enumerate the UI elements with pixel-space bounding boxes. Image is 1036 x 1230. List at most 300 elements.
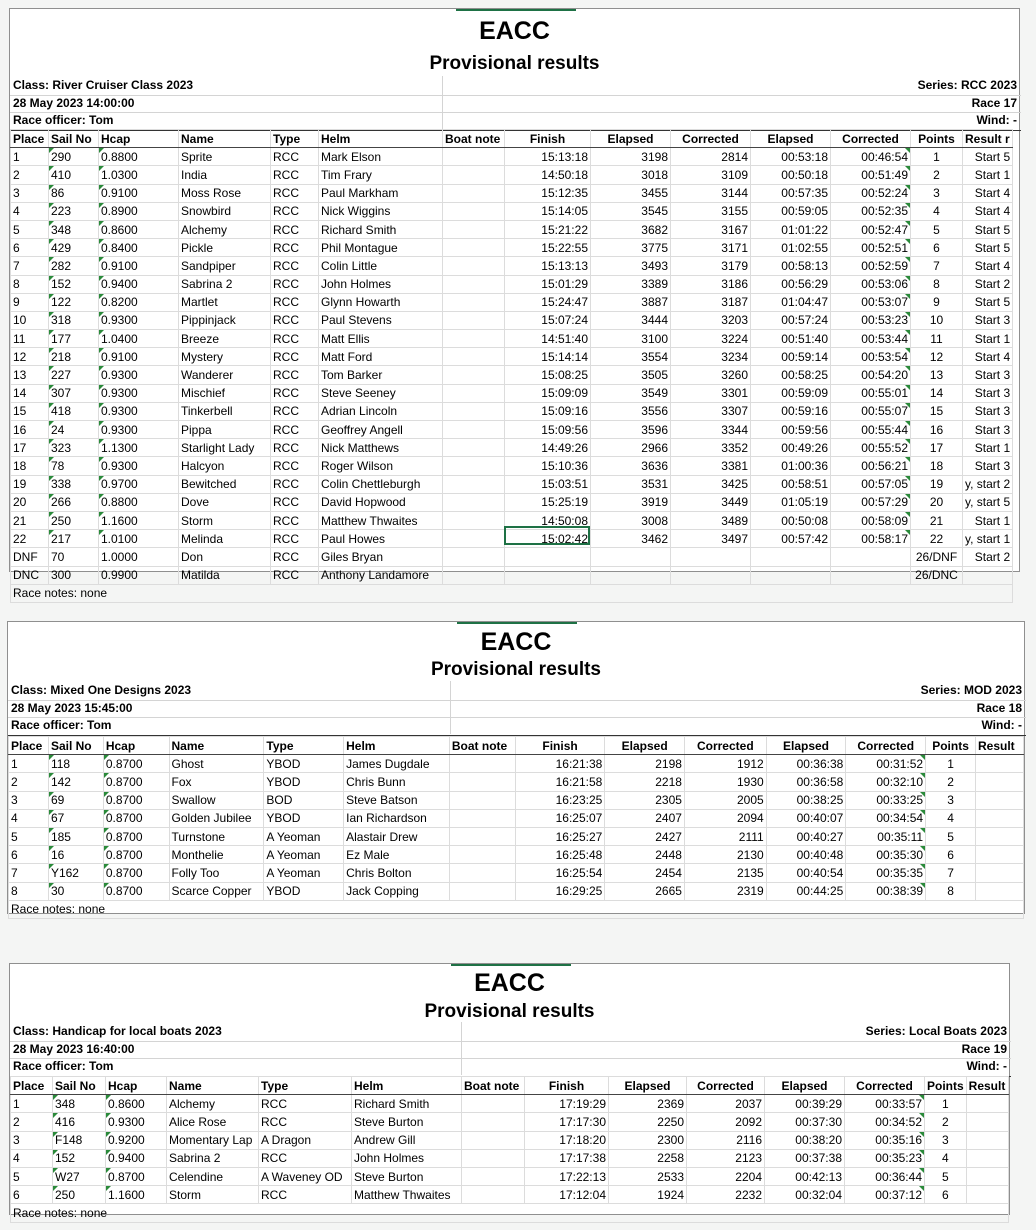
table-cell[interactable] — [443, 511, 505, 529]
table-cell[interactable]: 15:09:09 — [505, 384, 591, 402]
table-cell[interactable]: 00:39:29 — [765, 1095, 845, 1113]
column-header[interactable]: Points — [925, 1077, 967, 1095]
table-cell[interactable]: 16:25:54 — [515, 864, 605, 882]
table-cell[interactable]: Andrew Gill — [352, 1131, 462, 1149]
table-cell[interactable]: Start 5 — [963, 148, 1013, 166]
column-header[interactable]: Hcap — [99, 130, 179, 148]
table-cell[interactable]: Bewitched — [179, 475, 271, 493]
table-cell[interactable]: 17:12:04 — [525, 1186, 609, 1204]
table-cell[interactable] — [975, 827, 1023, 845]
table-cell[interactable]: Ghost — [169, 755, 264, 773]
table-cell[interactable]: 217 — [49, 530, 99, 548]
table-cell[interactable]: 00:52:51 — [831, 239, 911, 257]
table-cell[interactable]: 3455 — [591, 184, 671, 202]
table-cell[interactable]: 16:25:27 — [515, 827, 605, 845]
table-cell[interactable] — [443, 457, 505, 475]
table-cell[interactable] — [966, 1095, 1008, 1113]
table-cell[interactable]: 0.9300 — [99, 366, 179, 384]
table-cell[interactable]: RCC — [271, 275, 319, 293]
table-cell[interactable]: RCC — [259, 1095, 352, 1113]
table-cell[interactable]: 19 — [11, 475, 49, 493]
column-header[interactable]: Result r — [963, 130, 1013, 148]
table-cell[interactable]: Matthew Thwaites — [319, 511, 443, 529]
table-cell[interactable]: 7 — [911, 257, 963, 275]
table-cell[interactable]: 0.9300 — [99, 311, 179, 329]
table-cell[interactable]: 9 — [11, 293, 49, 311]
table-cell[interactable]: 2 — [9, 773, 49, 791]
table-cell[interactable]: 122 — [49, 293, 99, 311]
table-cell[interactable] — [443, 148, 505, 166]
table-cell[interactable]: Colin Chettleburgh — [319, 475, 443, 493]
table-cell[interactable]: 21 — [11, 511, 49, 529]
table-cell[interactable] — [449, 773, 515, 791]
table-cell[interactable] — [975, 791, 1023, 809]
table-cell[interactable]: 00:50:08 — [751, 511, 831, 529]
table-cell[interactable]: RCC — [259, 1113, 352, 1131]
table-cell[interactable]: 0.8700 — [103, 809, 169, 827]
table-cell[interactable]: 01:01:22 — [751, 220, 831, 238]
table-cell[interactable]: 01:04:47 — [751, 293, 831, 311]
table-cell[interactable]: Golden Jubilee — [169, 809, 264, 827]
table-cell[interactable]: 2135 — [684, 864, 766, 882]
table-cell[interactable]: 10 — [11, 311, 49, 329]
table-cell[interactable]: 2111 — [684, 827, 766, 845]
table-cell[interactable]: Matt Ford — [319, 348, 443, 366]
table-cell[interactable]: Start 3 — [963, 366, 1013, 384]
table-cell[interactable]: 20 — [911, 493, 963, 511]
table-cell[interactable]: 2232 — [687, 1186, 765, 1204]
table-cell[interactable] — [443, 384, 505, 402]
table-cell[interactable]: Sabrina 2 — [179, 275, 271, 293]
table-cell[interactable]: 0.8800 — [99, 148, 179, 166]
table-cell[interactable]: Ez Male — [344, 846, 450, 864]
table-cell[interactable]: 00:51:49 — [831, 166, 911, 184]
table-cell[interactable]: 00:38:39 — [846, 882, 926, 900]
table-cell[interactable]: 3344 — [671, 421, 751, 439]
table-cell[interactable] — [966, 1131, 1008, 1149]
table-cell[interactable]: y, start 2 — [963, 475, 1013, 493]
table-cell[interactable]: Start 4 — [963, 348, 1013, 366]
table-cell[interactable]: 3462 — [591, 530, 671, 548]
table-cell[interactable]: 3554 — [591, 348, 671, 366]
table-cell[interactable]: 0.8700 — [106, 1167, 167, 1185]
table-cell[interactable]: 2 — [925, 1113, 967, 1131]
table-cell[interactable]: 1 — [926, 755, 976, 773]
table-cell[interactable]: Sprite — [179, 148, 271, 166]
table-cell[interactable]: 17 — [11, 439, 49, 457]
table-cell[interactable]: 3389 — [591, 275, 671, 293]
table-cell[interactable]: Richard Smith — [352, 1095, 462, 1113]
table-cell[interactable] — [443, 293, 505, 311]
table-cell[interactable]: DNF — [11, 548, 49, 566]
table-cell[interactable]: 3008 — [591, 511, 671, 529]
table-cell[interactable]: 0.8700 — [103, 864, 169, 882]
table-cell[interactable]: 16 — [11, 421, 49, 439]
table-cell[interactable]: 13 — [911, 366, 963, 384]
table-cell[interactable]: 0.8600 — [106, 1095, 167, 1113]
table-cell[interactable]: y, start 1 — [963, 530, 1013, 548]
column-header[interactable]: Corrected — [846, 737, 926, 755]
table-cell[interactable]: 152 — [53, 1149, 106, 1167]
table-cell[interactable]: 6 — [925, 1186, 967, 1204]
table-cell[interactable]: 2092 — [687, 1113, 765, 1131]
table-cell[interactable]: 00:55:52 — [831, 439, 911, 457]
table-cell[interactable]: 3493 — [591, 257, 671, 275]
table-cell[interactable] — [443, 402, 505, 420]
table-cell[interactable]: 26/DNF — [911, 548, 963, 566]
table-cell[interactable]: 00:53:07 — [831, 293, 911, 311]
table-cell[interactable]: 3187 — [671, 293, 751, 311]
table-cell[interactable]: 00:37:38 — [765, 1149, 845, 1167]
table-cell[interactable]: 00:59:14 — [751, 348, 831, 366]
column-header[interactable]: Finish — [505, 130, 591, 148]
table-cell[interactable]: RCC — [271, 475, 319, 493]
table-cell[interactable]: 3 — [9, 791, 49, 809]
table-cell[interactable]: 15:22:55 — [505, 239, 591, 257]
table-cell[interactable]: 00:35:30 — [846, 846, 926, 864]
table-cell[interactable]: 3186 — [671, 275, 751, 293]
table-cell[interactable]: 3 — [925, 1131, 967, 1149]
table-cell[interactable]: 26/DNC — [911, 566, 963, 584]
column-header[interactable]: Result — [975, 737, 1023, 755]
table-cell[interactable] — [443, 530, 505, 548]
column-header[interactable]: Name — [167, 1077, 259, 1095]
table-cell[interactable]: RCC — [271, 421, 319, 439]
column-header[interactable]: Type — [271, 130, 319, 148]
table-cell[interactable]: A Yeoman — [264, 827, 344, 845]
column-header[interactable]: Corrected — [684, 737, 766, 755]
table-cell[interactable]: 410 — [49, 166, 99, 184]
table-cell[interactable]: 0.8800 — [99, 493, 179, 511]
table-cell[interactable]: Sandpiper — [179, 257, 271, 275]
table-cell[interactable] — [591, 548, 671, 566]
table-cell[interactable]: Chris Bolton — [344, 864, 450, 882]
table-cell[interactable]: Storm — [179, 511, 271, 529]
table-cell[interactable]: 0.8700 — [103, 882, 169, 900]
table-cell[interactable] — [443, 311, 505, 329]
table-cell[interactable]: Roger Wilson — [319, 457, 443, 475]
table-cell[interactable]: Paul Stevens — [319, 311, 443, 329]
table-cell[interactable]: 00:42:13 — [765, 1167, 845, 1185]
table-cell[interactable]: 15:03:51 — [505, 475, 591, 493]
table-cell[interactable] — [831, 548, 911, 566]
table-cell[interactable]: Monthelie — [169, 846, 264, 864]
table-cell[interactable]: 0.9300 — [106, 1113, 167, 1131]
table-cell[interactable]: 30 — [48, 882, 103, 900]
table-cell[interactable]: Swallow — [169, 791, 264, 809]
table-cell[interactable]: 307 — [49, 384, 99, 402]
table-cell[interactable] — [671, 548, 751, 566]
table-cell[interactable]: 3171 — [671, 239, 751, 257]
table-cell[interactable]: 152 — [49, 275, 99, 293]
table-cell[interactable]: 0.9300 — [99, 384, 179, 402]
table-cell[interactable]: 3100 — [591, 330, 671, 348]
column-header[interactable]: Name — [179, 130, 271, 148]
table-cell[interactable]: 227 — [49, 366, 99, 384]
table-cell[interactable]: 3449 — [671, 493, 751, 511]
table-cell[interactable]: 18 — [11, 457, 49, 475]
table-cell[interactable]: 2204 — [687, 1167, 765, 1185]
table-cell[interactable]: 00:46:54 — [831, 148, 911, 166]
table-cell[interactable]: 00:35:11 — [846, 827, 926, 845]
table-cell[interactable]: 5 — [11, 1167, 53, 1185]
table-cell[interactable]: 10 — [911, 311, 963, 329]
table-cell[interactable] — [449, 791, 515, 809]
table-cell[interactable] — [505, 548, 591, 566]
table-cell[interactable]: 0.8700 — [103, 773, 169, 791]
table-cell[interactable]: Pippinjack — [179, 311, 271, 329]
table-cell[interactable]: BOD — [264, 791, 344, 809]
table-cell[interactable]: YBOD — [264, 773, 344, 791]
table-cell[interactable] — [449, 864, 515, 882]
table-cell[interactable]: 1.1300 — [99, 439, 179, 457]
table-cell[interactable]: 70 — [49, 548, 99, 566]
table-cell[interactable]: Start 5 — [963, 220, 1013, 238]
table-cell[interactable]: RCC — [271, 148, 319, 166]
table-cell[interactable]: 00:58:13 — [751, 257, 831, 275]
column-header[interactable]: Type — [259, 1077, 352, 1095]
table-cell[interactable]: 4 — [9, 809, 49, 827]
table-cell[interactable]: 3556 — [591, 402, 671, 420]
table-cell[interactable]: 15:25:19 — [505, 493, 591, 511]
table-cell[interactable]: Steve Seeney — [319, 384, 443, 402]
table-cell[interactable]: 6 — [911, 239, 963, 257]
table-cell[interactable] — [975, 809, 1023, 827]
table-cell[interactable]: Geoffrey Angell — [319, 421, 443, 439]
column-header[interactable]: Elapsed — [751, 130, 831, 148]
table-cell[interactable]: 223 — [49, 202, 99, 220]
table-cell[interactable]: Mark Elson — [319, 148, 443, 166]
table-cell[interactable] — [443, 239, 505, 257]
table-cell[interactable]: 00:40:54 — [766, 864, 846, 882]
race-notes[interactable]: Race notes: none — [11, 1204, 1009, 1222]
table-cell[interactable]: 21 — [911, 511, 963, 529]
table-cell[interactable]: Nick Wiggins — [319, 202, 443, 220]
table-cell[interactable]: 3919 — [591, 493, 671, 511]
table-cell[interactable]: 6 — [9, 846, 49, 864]
table-cell[interactable]: David Hopwood — [319, 493, 443, 511]
table-cell[interactable]: RCC — [271, 239, 319, 257]
table-cell[interactable]: 00:34:54 — [846, 809, 926, 827]
table-cell[interactable]: 7 — [9, 864, 49, 882]
table-cell[interactable]: 17:19:29 — [525, 1095, 609, 1113]
table-cell[interactable]: RCC — [271, 166, 319, 184]
table-cell[interactable] — [443, 493, 505, 511]
table-cell[interactable]: 00:55:01 — [831, 384, 911, 402]
table-cell[interactable]: 5 — [925, 1167, 967, 1185]
table-cell[interactable]: 00:53:06 — [831, 275, 911, 293]
table-cell[interactable]: 3381 — [671, 457, 751, 475]
table-cell[interactable]: 2319 — [684, 882, 766, 900]
table-cell[interactable]: 67 — [48, 809, 103, 827]
table-cell[interactable]: 1 — [925, 1095, 967, 1113]
table-cell[interactable]: 15 — [11, 402, 49, 420]
table-cell[interactable]: 177 — [49, 330, 99, 348]
table-cell[interactable]: 0.8700 — [103, 846, 169, 864]
table-cell[interactable]: 00:40:07 — [766, 809, 846, 827]
table-cell[interactable]: 8 — [9, 882, 49, 900]
table-cell[interactable] — [966, 1167, 1008, 1185]
table-cell[interactable]: 22 — [911, 530, 963, 548]
table-cell[interactable]: 00:58:25 — [751, 366, 831, 384]
table-cell[interactable]: 2123 — [687, 1149, 765, 1167]
table-cell[interactable]: 266 — [49, 493, 99, 511]
table-cell[interactable]: 3636 — [591, 457, 671, 475]
table-cell[interactable]: 1 — [11, 148, 49, 166]
column-header[interactable]: Corrected — [845, 1077, 925, 1095]
table-cell[interactable]: Start 1 — [963, 330, 1013, 348]
table-cell[interactable]: Start 5 — [963, 293, 1013, 311]
table-cell[interactable]: 4 — [925, 1149, 967, 1167]
table-cell[interactable]: Start 2 — [963, 548, 1013, 566]
column-header[interactable]: Boat note — [449, 737, 515, 755]
table-cell[interactable] — [505, 566, 591, 584]
column-header[interactable]: Name — [169, 737, 264, 755]
table-cell[interactable]: 00:34:52 — [845, 1113, 925, 1131]
table-cell[interactable]: 12 — [911, 348, 963, 366]
table-cell[interactable]: 00:55:07 — [831, 402, 911, 420]
table-cell[interactable]: 290 — [49, 148, 99, 166]
table-cell[interactable]: 00:53:54 — [831, 348, 911, 366]
table-cell[interactable] — [671, 566, 751, 584]
table-cell[interactable]: RCC — [271, 566, 319, 584]
table-cell[interactable]: 418 — [49, 402, 99, 420]
table-cell[interactable]: 16 — [911, 421, 963, 439]
table-cell[interactable] — [449, 755, 515, 773]
column-header[interactable]: Type — [264, 737, 344, 755]
table-cell[interactable]: 3545 — [591, 202, 671, 220]
table-cell[interactable]: 16:25:48 — [515, 846, 605, 864]
table-cell[interactable]: 4 — [11, 1149, 53, 1167]
table-cell[interactable]: Matt Ellis — [319, 330, 443, 348]
table-cell[interactable]: Start 3 — [963, 457, 1013, 475]
table-cell[interactable]: 0.9300 — [99, 402, 179, 420]
table-cell[interactable]: Alchemy — [179, 220, 271, 238]
table-cell[interactable]: 16:29:25 — [515, 882, 605, 900]
table-cell[interactable]: 5 — [911, 220, 963, 238]
table-cell[interactable]: 7 — [926, 864, 976, 882]
table-cell[interactable]: Alice Rose — [167, 1113, 259, 1131]
table-cell[interactable]: Halcyon — [179, 457, 271, 475]
table-cell[interactable]: 2966 — [591, 439, 671, 457]
column-header[interactable]: Sail No — [49, 130, 99, 148]
table-cell[interactable]: 0.8400 — [99, 239, 179, 257]
race-notes[interactable]: Race notes: none — [9, 900, 1024, 918]
table-cell[interactable]: 3203 — [671, 311, 751, 329]
table-cell[interactable]: DNC — [11, 566, 49, 584]
column-header[interactable]: Points — [926, 737, 976, 755]
table-cell[interactable]: 15:01:29 — [505, 275, 591, 293]
table-cell[interactable]: 00:58:51 — [751, 475, 831, 493]
table-cell[interactable] — [449, 827, 515, 845]
table-cell[interactable]: 0.9400 — [106, 1149, 167, 1167]
table-cell[interactable]: Fox — [169, 773, 264, 791]
table-cell[interactable]: 11 — [911, 330, 963, 348]
table-cell[interactable]: 17:17:30 — [525, 1113, 609, 1131]
table-cell[interactable]: 15:02:42 — [505, 530, 591, 548]
table-cell[interactable]: RCC — [259, 1149, 352, 1167]
table-cell[interactable]: Starlight Lady — [179, 439, 271, 457]
column-header[interactable]: Corrected — [671, 130, 751, 148]
table-cell[interactable]: 00:59:16 — [751, 402, 831, 420]
table-cell[interactable]: 2198 — [605, 755, 685, 773]
table-cell[interactable]: Phil Montague — [319, 239, 443, 257]
table-cell[interactable]: y, start 5 — [963, 493, 1013, 511]
table-cell[interactable]: YBOD — [264, 755, 344, 773]
table-cell[interactable]: RCC — [271, 311, 319, 329]
table-cell[interactable]: Steve Batson — [344, 791, 450, 809]
table-cell[interactable] — [462, 1167, 525, 1185]
table-cell[interactable]: 00:37:30 — [765, 1113, 845, 1131]
table-cell[interactable]: W27 — [53, 1167, 106, 1185]
table-cell[interactable]: 1.0400 — [99, 330, 179, 348]
table-cell[interactable]: 11 — [11, 330, 49, 348]
table-cell[interactable]: Melinda — [179, 530, 271, 548]
table-cell[interactable]: 14:49:26 — [505, 439, 591, 457]
table-cell[interactable]: Start 1 — [963, 166, 1013, 184]
table-cell[interactable]: 6 — [926, 846, 976, 864]
table-cell[interactable]: 3301 — [671, 384, 751, 402]
table-cell[interactable]: 15:09:56 — [505, 421, 591, 439]
table-cell[interactable]: 20 — [11, 493, 49, 511]
table-cell[interactable] — [443, 184, 505, 202]
table-cell[interactable]: Mischief — [179, 384, 271, 402]
table-cell[interactable]: Momentary Lap — [167, 1131, 259, 1149]
table-cell[interactable]: Steve Burton — [352, 1167, 462, 1185]
table-cell[interactable]: RCC — [271, 493, 319, 511]
table-cell[interactable] — [443, 548, 505, 566]
table-cell[interactable]: 16 — [48, 846, 103, 864]
column-header[interactable]: Helm — [352, 1077, 462, 1095]
table-cell[interactable]: 00:59:56 — [751, 421, 831, 439]
column-header[interactable]: Elapsed — [591, 130, 671, 148]
table-cell[interactable]: 3144 — [671, 184, 751, 202]
table-cell[interactable]: 14 — [911, 384, 963, 402]
table-cell[interactable] — [449, 882, 515, 900]
table-cell[interactable]: Start 2 — [963, 275, 1013, 293]
table-cell[interactable]: Folly Too — [169, 864, 264, 882]
table-cell[interactable]: 2369 — [609, 1095, 687, 1113]
table-cell[interactable]: RCC — [259, 1186, 352, 1204]
table-cell[interactable]: 15:13:13 — [505, 257, 591, 275]
table-cell[interactable] — [443, 166, 505, 184]
table-cell[interactable]: 00:55:44 — [831, 421, 911, 439]
table-cell[interactable]: RCC — [271, 530, 319, 548]
column-header[interactable]: Hcap — [106, 1077, 167, 1095]
table-cell[interactable]: 2130 — [684, 846, 766, 864]
table-cell[interactable]: 0.9300 — [99, 457, 179, 475]
table-cell[interactable]: 323 — [49, 439, 99, 457]
table-cell[interactable]: 8 — [911, 275, 963, 293]
table-cell[interactable] — [443, 275, 505, 293]
table-cell[interactable]: 3 — [926, 791, 976, 809]
table-cell[interactable]: 5 — [11, 220, 49, 238]
table-cell[interactable]: Storm — [167, 1186, 259, 1204]
table-cell[interactable] — [443, 566, 505, 584]
table-cell[interactable]: 00:33:57 — [845, 1095, 925, 1113]
table-cell[interactable]: Alchemy — [167, 1095, 259, 1113]
table-cell[interactable]: James Dugdale — [344, 755, 450, 773]
table-cell[interactable]: 9 — [911, 293, 963, 311]
table-cell[interactable]: Tom Barker — [319, 366, 443, 384]
table-cell[interactable] — [443, 475, 505, 493]
table-cell[interactable]: Start 4 — [963, 257, 1013, 275]
table-cell[interactable] — [443, 257, 505, 275]
table-cell[interactable]: Breeze — [179, 330, 271, 348]
table-cell[interactable] — [462, 1149, 525, 1167]
table-cell[interactable]: A Dragon — [259, 1131, 352, 1149]
table-cell[interactable]: Adrian Lincoln — [319, 402, 443, 420]
